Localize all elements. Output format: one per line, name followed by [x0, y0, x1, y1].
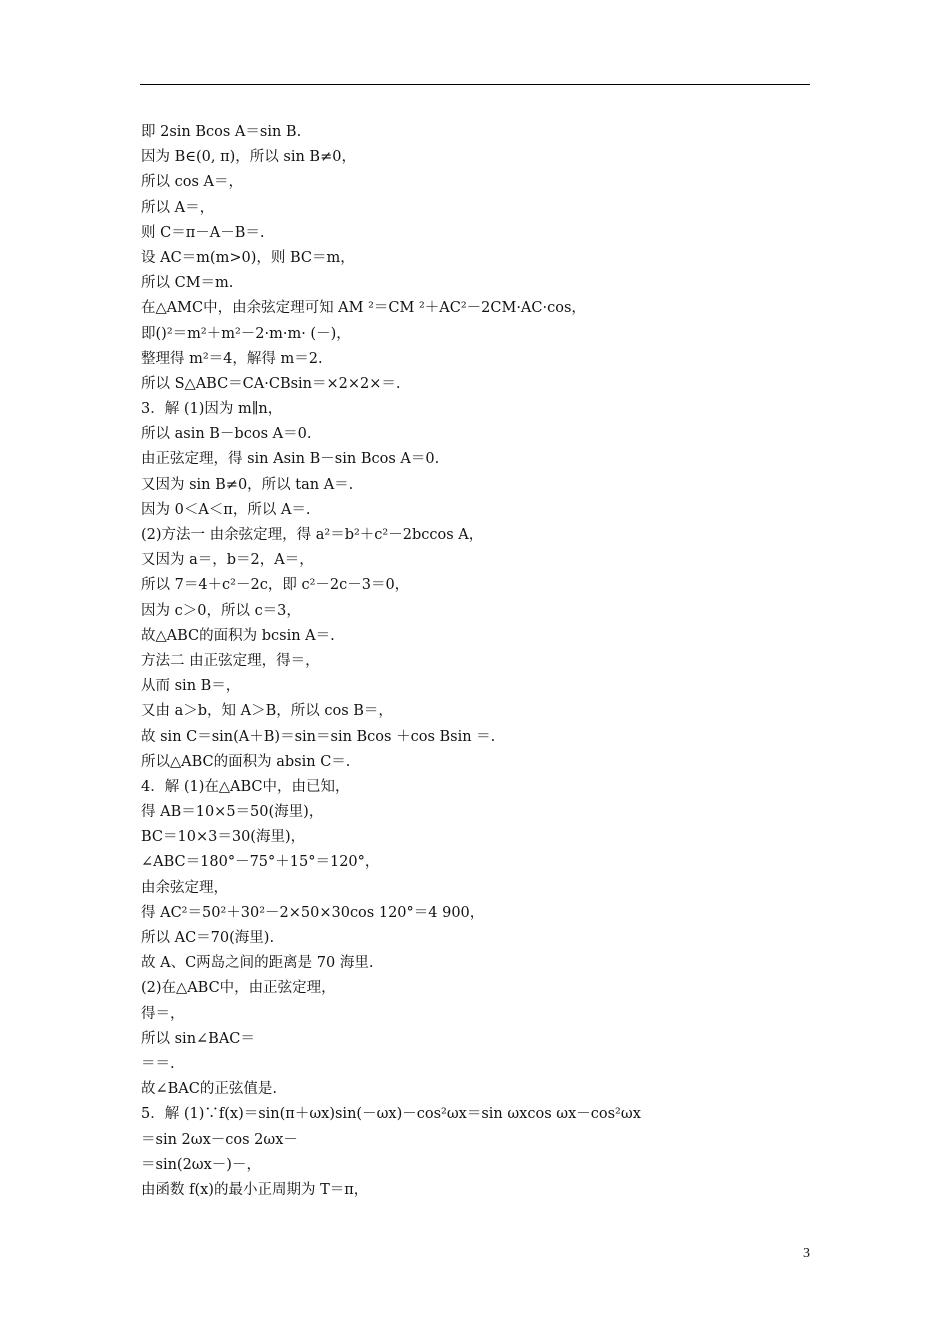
text-line: 又因为 a＝，b＝2，A＝，: [141, 552, 314, 569]
text-line: 则 C＝π－A－B＝.: [141, 224, 265, 241]
text-line: 4．解 (1)在△ABC中，由已知，: [141, 778, 350, 795]
text-line: 整理得 m²＝4，解得 m＝2.: [141, 350, 323, 367]
text-line: BC＝10×3＝30(海里)，: [141, 829, 306, 846]
text-line: (2)在△ABC中，由正弦定理，: [141, 980, 336, 997]
text-line: ∠ABC＝180°－75°＋15°＝120°，: [141, 854, 380, 871]
text-line: 因为 0＜A＜π，所以 A＝.: [141, 501, 311, 518]
text-line: 得 AB＝10×5＝50(海里)，: [141, 804, 324, 821]
text-line: ＝sin(2ωx－)－，: [141, 1156, 261, 1173]
text-line: 所以 cos A＝，: [141, 174, 243, 191]
header-rule: [140, 84, 810, 85]
solution-text-body: [141, 120, 821, 1203]
text-line: 即 2sin Bcos A＝sin B.: [141, 124, 302, 140]
text-line: 所以 sin∠BAC＝: [141, 1030, 255, 1047]
text-line: 又因为 sin B≠0，所以 tan A＝.: [141, 476, 354, 493]
text-line: ＝sin 2ωx－cos 2ωx－: [141, 1131, 298, 1148]
text-line: 所以△ABC的面积为 absin C＝.: [141, 753, 351, 770]
text-line: 得 AC²＝50²＋30²－2×50×30cos 120°＝4 900，: [141, 904, 485, 921]
text-line: 故 A、C两岛之间的距离是 70 海里.: [141, 955, 374, 972]
text-line: 所以 A＝，: [141, 199, 215, 216]
text-line: 得＝，: [141, 1005, 185, 1022]
text-line: 故 sin C＝sin(A＋B)＝sin＝sin Bcos ＋cos Bsin ＝.: [141, 728, 496, 745]
text-line: (2)方法一 由余弦定理，得 a²＝b²＋c²－2bccos A，: [141, 527, 484, 543]
text-line: 因为 c＞0，所以 c＝3，: [141, 602, 301, 619]
page-number: 3: [803, 1246, 810, 1261]
text-line: 3．解 (1)因为 m∥n，: [141, 401, 283, 418]
text-line: 即()²＝m²＋m²－2·m·m· (－)，: [141, 325, 351, 342]
text-line: ＝＝.: [141, 1055, 175, 1072]
text-line: 在△AMC中，由余弦定理可知 AM ²＝CM ²＋AC²－2CM·AC·cos，: [141, 300, 586, 317]
text-line: 由函数 f(x)的最小正周期为 T＝π，: [141, 1181, 369, 1198]
text-line: 方法二 由正弦定理，得＝，: [141, 652, 320, 669]
text-line: 故∠BAC的正弦值是.: [141, 1081, 277, 1098]
text-line: 所以 S△ABC＝CA·CBsin＝×2×2×＝.: [141, 375, 401, 392]
text-line: 因为 B∈(0, π)，所以 sin B≠0，: [141, 149, 356, 166]
text-line: 又由 a＞b，知 A＞B，所以 cos B＝，: [141, 703, 393, 720]
text-line: 从而 sin B＝，: [141, 678, 241, 695]
text-line: 所以 asin B－bcos A＝0.: [141, 426, 312, 443]
text-line: 5．解 (1)∵f(x)＝sin(π＋ωx)sin(－ωx)－cos²ωx＝sin ωxcos ωx－cos²ωx: [141, 1106, 641, 1123]
text-line: 所以 7＝4＋c²－2c，即 c²－2c－3＝0，: [141, 577, 410, 594]
text-line: 设 AC＝m(m>0)，则 BC＝m，: [141, 249, 355, 266]
text-line: 由余弦定理，: [141, 879, 228, 896]
text-line: 故△ABC的面积为 bcsin A＝.: [141, 627, 335, 644]
text-line: 所以 AC＝70(海里).: [141, 930, 275, 946]
text-line: 所以 CM＝m.: [141, 275, 234, 292]
text-line: 由正弦定理，得 sin Asin B－sin Bcos A＝0.: [141, 451, 440, 468]
